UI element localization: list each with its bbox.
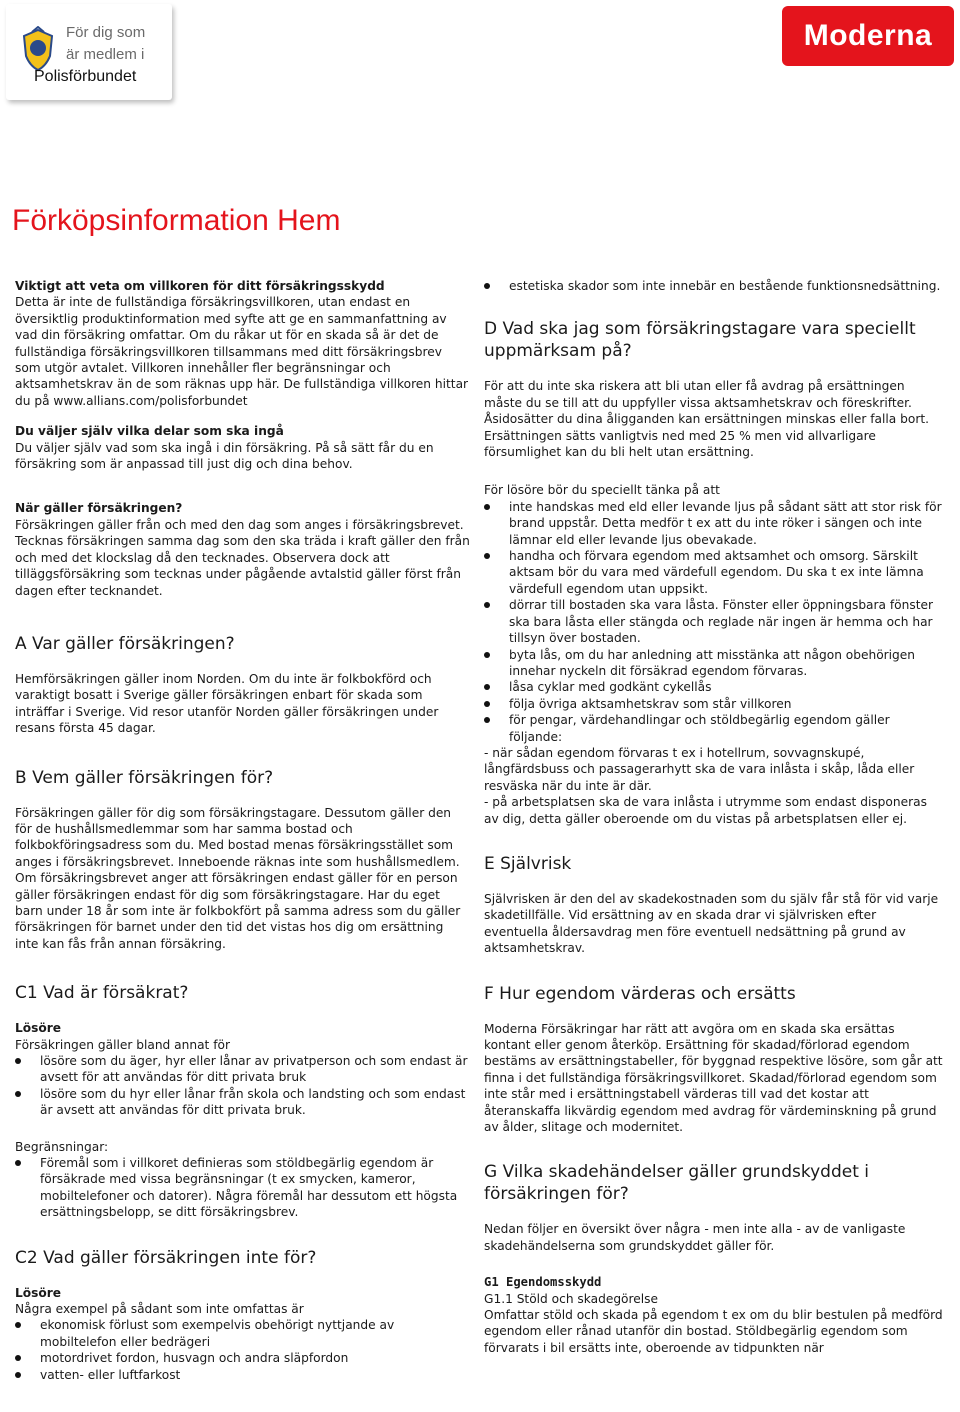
c2-losore-label: Lösöre xyxy=(15,1285,62,1300)
g11-heading: G1.1 Stöld och skadegörelse xyxy=(484,1291,658,1306)
top-list xyxy=(484,278,944,294)
list-item: lösöre som du äger, hyr eller lånar av privatperson och som endast är avsett för att användas för ditt privata bruk xyxy=(15,1053,470,1086)
right-column xyxy=(484,278,944,1356)
limits-list xyxy=(15,1155,470,1221)
c2-list xyxy=(15,1317,470,1383)
polisforbundet-logo xyxy=(6,4,172,100)
section-c2-heading: C2 Vad gäller försäkringen inte för? xyxy=(15,1247,317,1268)
c1-intro: Försäkringen gäller bland annat för xyxy=(15,1037,230,1052)
when-heading: När gäller försäkringen? xyxy=(15,501,183,516)
list-item: motordrivet fordon, husvagn och andra släpfordon xyxy=(15,1350,470,1366)
section-b-heading: B Vem gäller försäkringen för? xyxy=(15,767,274,788)
intro-heading: Viktigt att veta om villkoren för ditt försäkringsskydd xyxy=(15,279,385,293)
c1-list xyxy=(15,1053,470,1119)
moderna-logo: Moderna xyxy=(782,6,954,66)
intro-text: Detta är inte de fullständiga försäkringsvillkoren, utan endast en översiktlig produktinformation med syfte att ge en sammanfattning av vad din försäkring omfattar. Om du råkar ut för en skada så är det de fullständiga försäkringsvillkoren tillsammans med ditt försäkringsbrev som utgör avtalet. Villkoren innehåller fler begränsningar och aktsamhetskrav än de som räknas upp här. De fullständiga villkoren hittar du på www.allians.com/polisforbundet xyxy=(15,295,469,408)
g11-text: Omfattar stöld och skada på egendom t ex om du blir bestulen på medförd egendom eller rånad utanför din bostad. Stöldbegärlig egendom som förvarats i bil ersätts inte, oberoende av tidpunkten när xyxy=(484,1308,943,1355)
list-item: inte handskas med eld eller levande ljus på sådant sätt att stor risk för brand uppstår. Detta medför t ex att du inte röker i sängen och inte lämnar eld eller levande ljus obevakade. xyxy=(484,499,944,548)
list-item: följa övriga aktsamhetskrav som står villkoren xyxy=(484,696,944,712)
list-item: dörrar till bostaden ska vara låsta. Fönster eller öppningsbara fönster ska bara låsta eller stängda och reglade när ingen är hemma och har tillsyn över bostaden. xyxy=(484,597,944,646)
section-b-text: Försäkringen gäller för dig som försäkringstagare. Dessutom gäller den för de hushållsmedlemmar som har samma bostad och folkbokföringsadress som du. Med bostad menas försäkringsstället som anges i försäkringsbrevet. Inneboende räknas inte som hushållsmedlem. Om försäkringsbrevet anger att försäkringen endast gäller för en person gäller försäkringen endast för dig som försäkringstagare. Har du eget barn under 18 år som inte är folkbokfört på samma adress som du gäller försäkringen för barnet under den tid det vistas hos dig om ersättning inte kan fås från annan försäkring. xyxy=(15,805,461,951)
section-d-text: För att du inte ska riskera att bli utan eller få avdrag på ersättningen måste du se till att du uppfyller vissa aktsamhetskrav och föreskrifter. Åsidosätter du dina åligganden kan ersättningen minskas eller falla bort. Ersättningen sätts vanligtvis ned med 25 % men vid allvarligare försumlighet kan du bli helt utan ersättning. xyxy=(484,379,929,460)
section-f-text: Moderna Försäkringar har rätt att avgöra om en skada ska ersättas kontant eller genom återköp. Ersättning för skadad/förlorad egendom bestäms av ersättningstabeller, för byggnad respektive lösöre, som går att finna i det fullständiga försäkringsvillkoret. Skadad/förlorad egendom som inte står med i ersättningstabell värderas till vad det kostar att återanskaffa likvärdig egendom med avdrag för värdeminskning på grund av ålder, slitage och modernitet. xyxy=(484,1021,943,1135)
section-e-text: Självrisken är den del av skadekostnaden som du själv får stå för vid varje skadetillfälle. Vid ersättning av en skada drar vi självrisken efter eventuella åldersavdrag men före eventuell nedsättning på grund av aktsamhetskrav. xyxy=(484,891,939,956)
g1-heading: G1 Egendomsskydd xyxy=(484,1275,602,1290)
list-item: ekonomisk förlust som exempelvis obehörigt nyttjande av mobiltelefon eller bedrägeri xyxy=(15,1317,470,1350)
list-item: för pengar, värdehandlingar och stöldbegärlig egendom gäller följande: xyxy=(484,712,944,745)
section-a-text: Hemförsäkringen gäller inom Norden. Om du inte är folkbokförd och varaktigt bosatt i Sverige gäller försäkringen enbart för skada som inträffar i Sverige. Vid resor utanför Norden gäller försäkringen under resans första 45 dagar. xyxy=(15,671,439,736)
when-text: Försäkringen gäller från och med den dag som anges i försäkringsbrevet. Tecknas försäkringen samma dag som den ska träda i kraft gäller den från och med det klockslag då den tecknades. Observera dock att tilläggsförsäkring som tecknas under pågående avtalstid gäller först från dagen efter tecknandet. xyxy=(15,517,470,598)
section-f-heading: F Hur egendom värderas och ersätts xyxy=(484,983,796,1004)
dash-item-1: - när sådan egendom förvaras t ex i hotellrum, sovvagnskupé, långfärdsbuss och passagerarhytt ska de vara inlåsta i skåp, låda eller resväska när du inte är där. xyxy=(484,745,915,793)
list-item: handha och förvara egendom med aktsamhet och omsorg. Särskilt aktsam bör du vara med värdefull egendom. Du ska t ex inte lämna värdefull egendom utan uppsikt. xyxy=(484,548,944,597)
section-c1-heading: C1 Vad är försäkrat? xyxy=(15,983,189,1004)
police-emblem-icon xyxy=(18,26,58,74)
left-column xyxy=(15,278,470,1383)
section-g-heading: G Vilka skadehändelser gäller grundskyddet i försäkringen för? xyxy=(484,1162,869,1205)
choose-heading: Du väljer själv vilka delar som ska ingå xyxy=(15,424,284,439)
c1-losore-label: Lösöre xyxy=(15,1021,62,1036)
limits-heading: Begränsningar: xyxy=(15,1139,109,1154)
section-g-text: Nedan följer en översikt över några - men inte alla - av de vanligaste skadehändelserna som grundskyddet gäller för. xyxy=(484,1222,906,1253)
list-item: byta lås, om du har anledning att misstänka att någon obehörigen innehar nyckeln dit försäkrad egendom förvaras. xyxy=(484,647,944,680)
dash-item-2: - på arbetsplatsen ska de vara inlåsta i utrymme som endast disponeras av dig, detta gäller oberoende om du vistas på arbetsplatsen eller ej. xyxy=(484,795,927,826)
section-d-heading: D Vad ska jag som försäkringstagare vara speciellt uppmärksam på? xyxy=(484,319,916,362)
losore-intro: För lösöre bör du speciellt tänka på att xyxy=(484,483,720,498)
list-item: vatten- eller luftfarkost xyxy=(15,1367,470,1383)
logo-line-3: Polisförbundet xyxy=(34,68,137,85)
page-title: Förköpsinformation Hem xyxy=(12,204,341,237)
list-item: estetiska skador som inte innebär en bestående funktionsnedsättning. xyxy=(484,278,944,294)
section-e-heading: E Självrisk xyxy=(484,853,572,874)
list-item: lösöre som du hyr eller lånar från skola och landsting och som endast är avsett att användas för ditt privata bruk. xyxy=(15,1086,470,1119)
logo-line-1: För dig som xyxy=(66,24,146,41)
section-a-heading: A Var gäller försäkringen? xyxy=(15,633,235,654)
choose-text: Du väljer själv vad som ska ingå i din försäkring. På så sätt får du en försäkring som är anpassad till just dig och dina behov. xyxy=(15,440,434,472)
logo-line-2: är medlem i xyxy=(66,46,145,63)
list-item: Föremål som i villkoret definieras som stöldbegärlig egendom är försäkrade med vissa begränsningar (t ex smycken, kameror, mobiltelefoner och datorer). Några föremål har dessutom ett högsta ersättningsbelopp, se ditt försäkringsbrev. xyxy=(15,1155,470,1221)
c2-intro: Några exempel på sådant som inte omfattas är xyxy=(15,1302,304,1317)
losore-list xyxy=(484,499,944,745)
list-item: låsa cyklar med godkänt cykellås xyxy=(484,679,944,695)
